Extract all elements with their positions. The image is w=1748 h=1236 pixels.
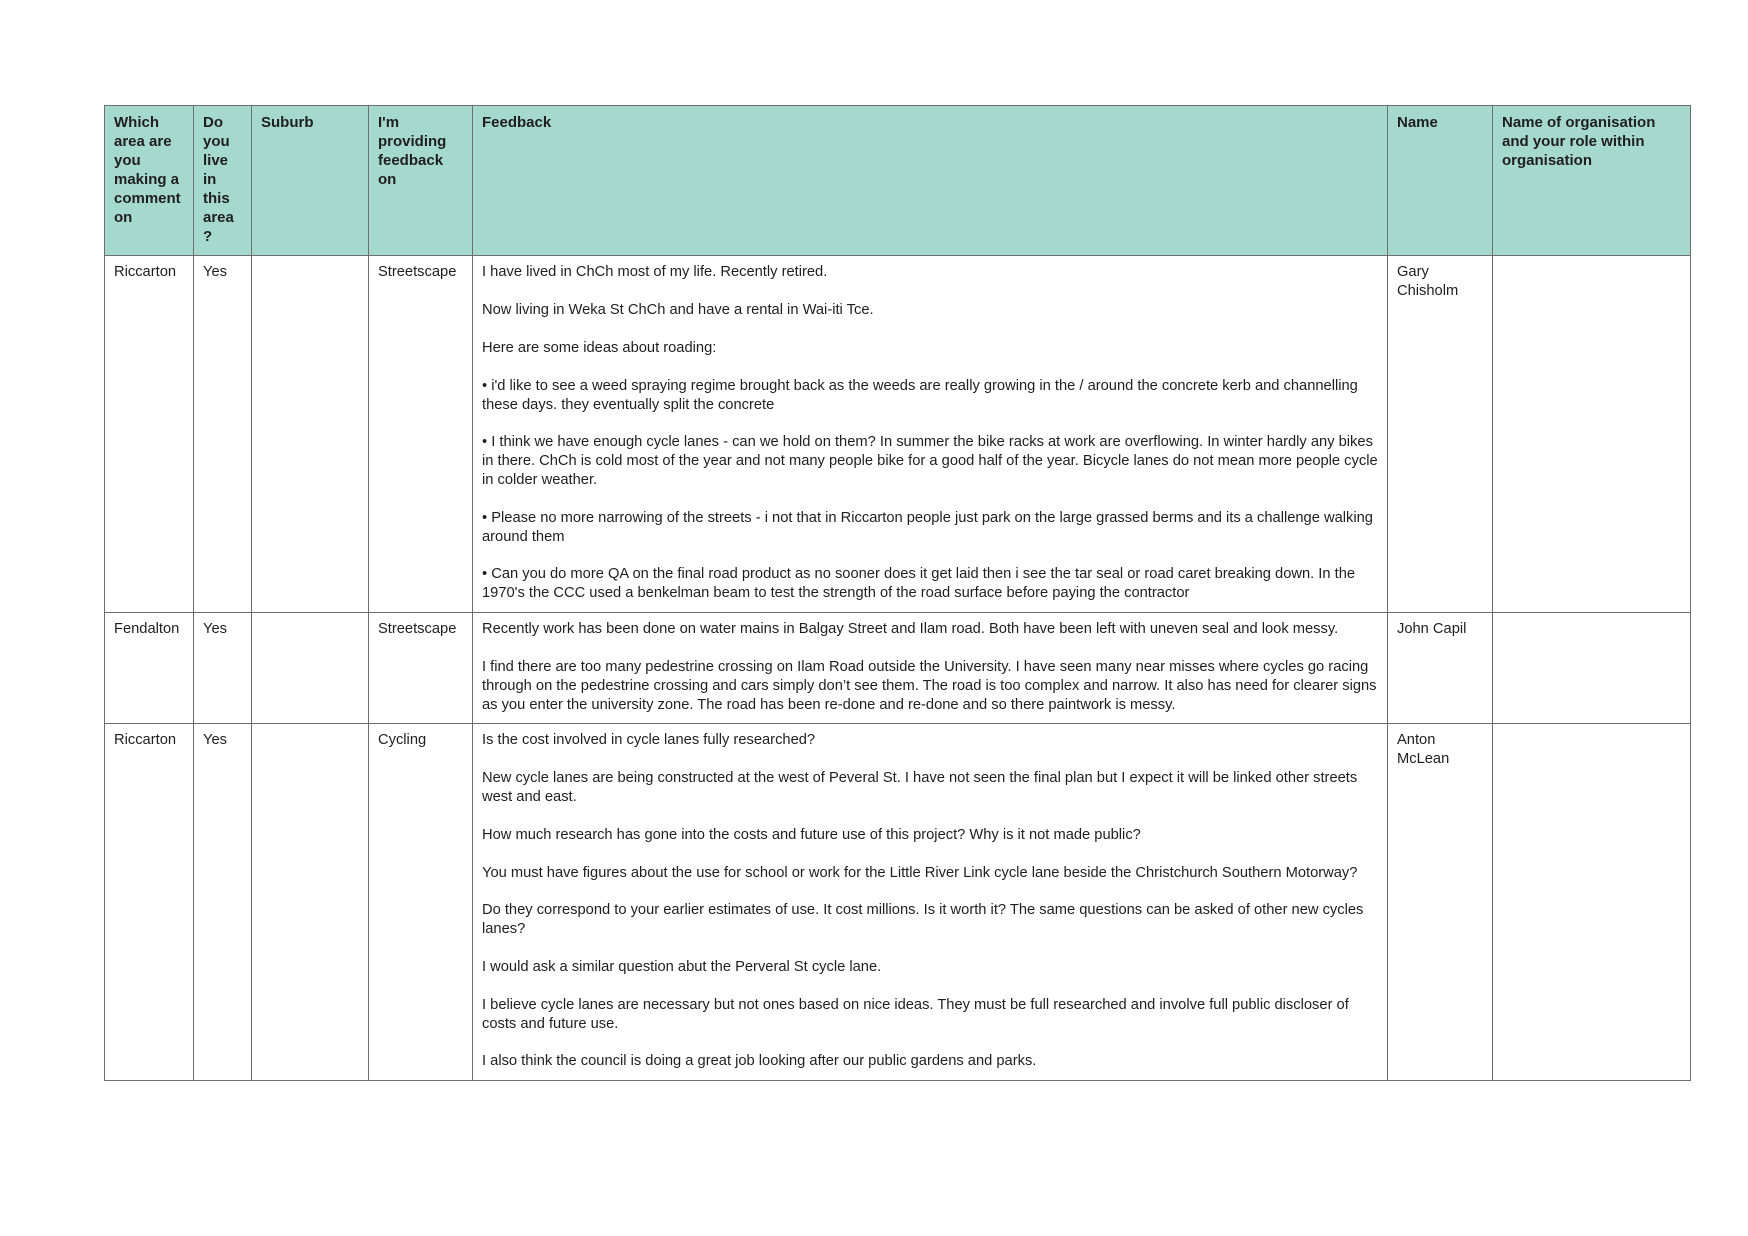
cell-organisation [1493,256,1691,613]
feedback-paragraph: I also think the council is doing a great job looking after our public gardens and parks. [482,1053,1037,1070]
header-row [105,106,1691,256]
cell-suburb [252,256,369,613]
cell-feedback [473,613,1388,724]
cell-name: John Capil [1388,613,1493,724]
cell-topic: Streetscape [369,613,473,724]
cell-organisation [1493,613,1691,724]
feedback-paragraph: Is the cost involved in cycle lanes fully researched? [482,732,816,749]
feedback-paragraph: Recently work has been done on water mains in Balgay Street and Ilam road. Both have been left with uneven seal and look messy. [482,621,1339,638]
feedback-paragraph: You must have figures about the use for school or work for the Little River Link cycle lane beside the Christchurch Southern Motorway? [482,864,1358,881]
table-header [105,106,1691,256]
feedback-paragraph: I find there are too many pedestrine crossing on Ilam Road outside the University. I have seen many near misses where cycles go racing through on the pedestrine crossing and cars simply don’t see them. The road is too complex and narrow. It also has need for clearer signs as you enter the university zone. The road has been re-done and re-done and so there paintwork is messy. [482,658,1377,713]
feedback-table [104,105,1691,1081]
column-header-area: Which area are you making a comment on [105,106,194,256]
cell-area: Fendalton [105,613,194,724]
cell-area: Riccarton [105,256,194,613]
cell-live: Yes [194,613,252,724]
feedback-paragraph: How much research has gone into the costs and future use of this project? Why is it not made public? [482,826,1141,843]
feedback-paragraph: • Can you do more QA on the final road product as no sooner does it get laid then i see the tar seal or road caret breaking down. In the 1970's the CCC used a benkelman beam to test the strength of the road surface before paying the contractor [482,566,1356,602]
cell-feedback [473,256,1388,613]
feedback-paragraph: • i'd like to see a weed spraying regime brought back as the weeds are really growing in the / around the concrete kerb and channelling these days. they eventually split the concrete [482,377,1358,413]
feedback-paragraph: I would ask a similar question abut the Perveral St cycle lane. [482,959,882,976]
cell-area: Riccarton [105,724,194,1081]
cell-name: Anton McLean [1388,724,1493,1081]
table-row [105,613,1691,724]
feedback-paragraph: I have lived in ChCh most of my life. Recently retired. [482,264,828,281]
column-header-name: Name [1388,106,1493,256]
cell-organisation [1493,724,1691,1081]
feedback-paragraph: Here are some ideas about roading: [482,339,717,356]
table-row [105,256,1691,613]
cell-live: Yes [194,256,252,613]
feedback-paragraph: Now living in Weka St ChCh and have a rental in Wai-iti Tce. [482,302,874,319]
cell-topic: Streetscape [369,256,473,613]
cell-feedback [473,724,1388,1081]
column-header-suburb: Suburb [252,106,369,256]
cell-suburb [252,613,369,724]
column-header-feedback: Feedback [473,106,1388,256]
feedback-paragraph: New cycle lanes are being constructed at the west of Peveral St. I have not seen the final plan but I expect it will be linked other streets west and east. [482,770,1358,805]
cell-name: Gary Chisholm [1388,256,1493,613]
column-header-organisation: Name of organisation and your role within organisation [1493,106,1691,256]
cell-topic: Cycling [369,724,473,1081]
cell-suburb [252,724,369,1081]
column-header-topic: I'm providing feedback on [369,106,473,256]
feedback-paragraph: I believe cycle lanes are necessary but not ones based on nice ideas. They must be full researched and involve full public discloser of costs and future use. [482,996,1349,1032]
column-header-live: Do you live in this area? [194,106,252,256]
cell-live: Yes [194,724,252,1081]
feedback-paragraph: • I think we have enough cycle lanes - can we hold on them? In summer the bike racks at work are overflowing. In winter hardly any bikes in there. ChCh is cold most of the year and not many people bike for a good half of the year. Bicycle lanes do not mean more people cycle in colder weather. [482,434,1378,489]
feedback-paragraph: • Please no more narrowing of the streets - i not that in Riccarton people just park on the large grassed berms and its a challenge walking around them [482,509,1373,545]
feedback-paragraph: Do they correspond to your earlier estimates of use. It cost millions. Is it worth it? The same questions can be asked of other new cycles lanes? [482,902,1364,938]
table-row [105,724,1691,1081]
